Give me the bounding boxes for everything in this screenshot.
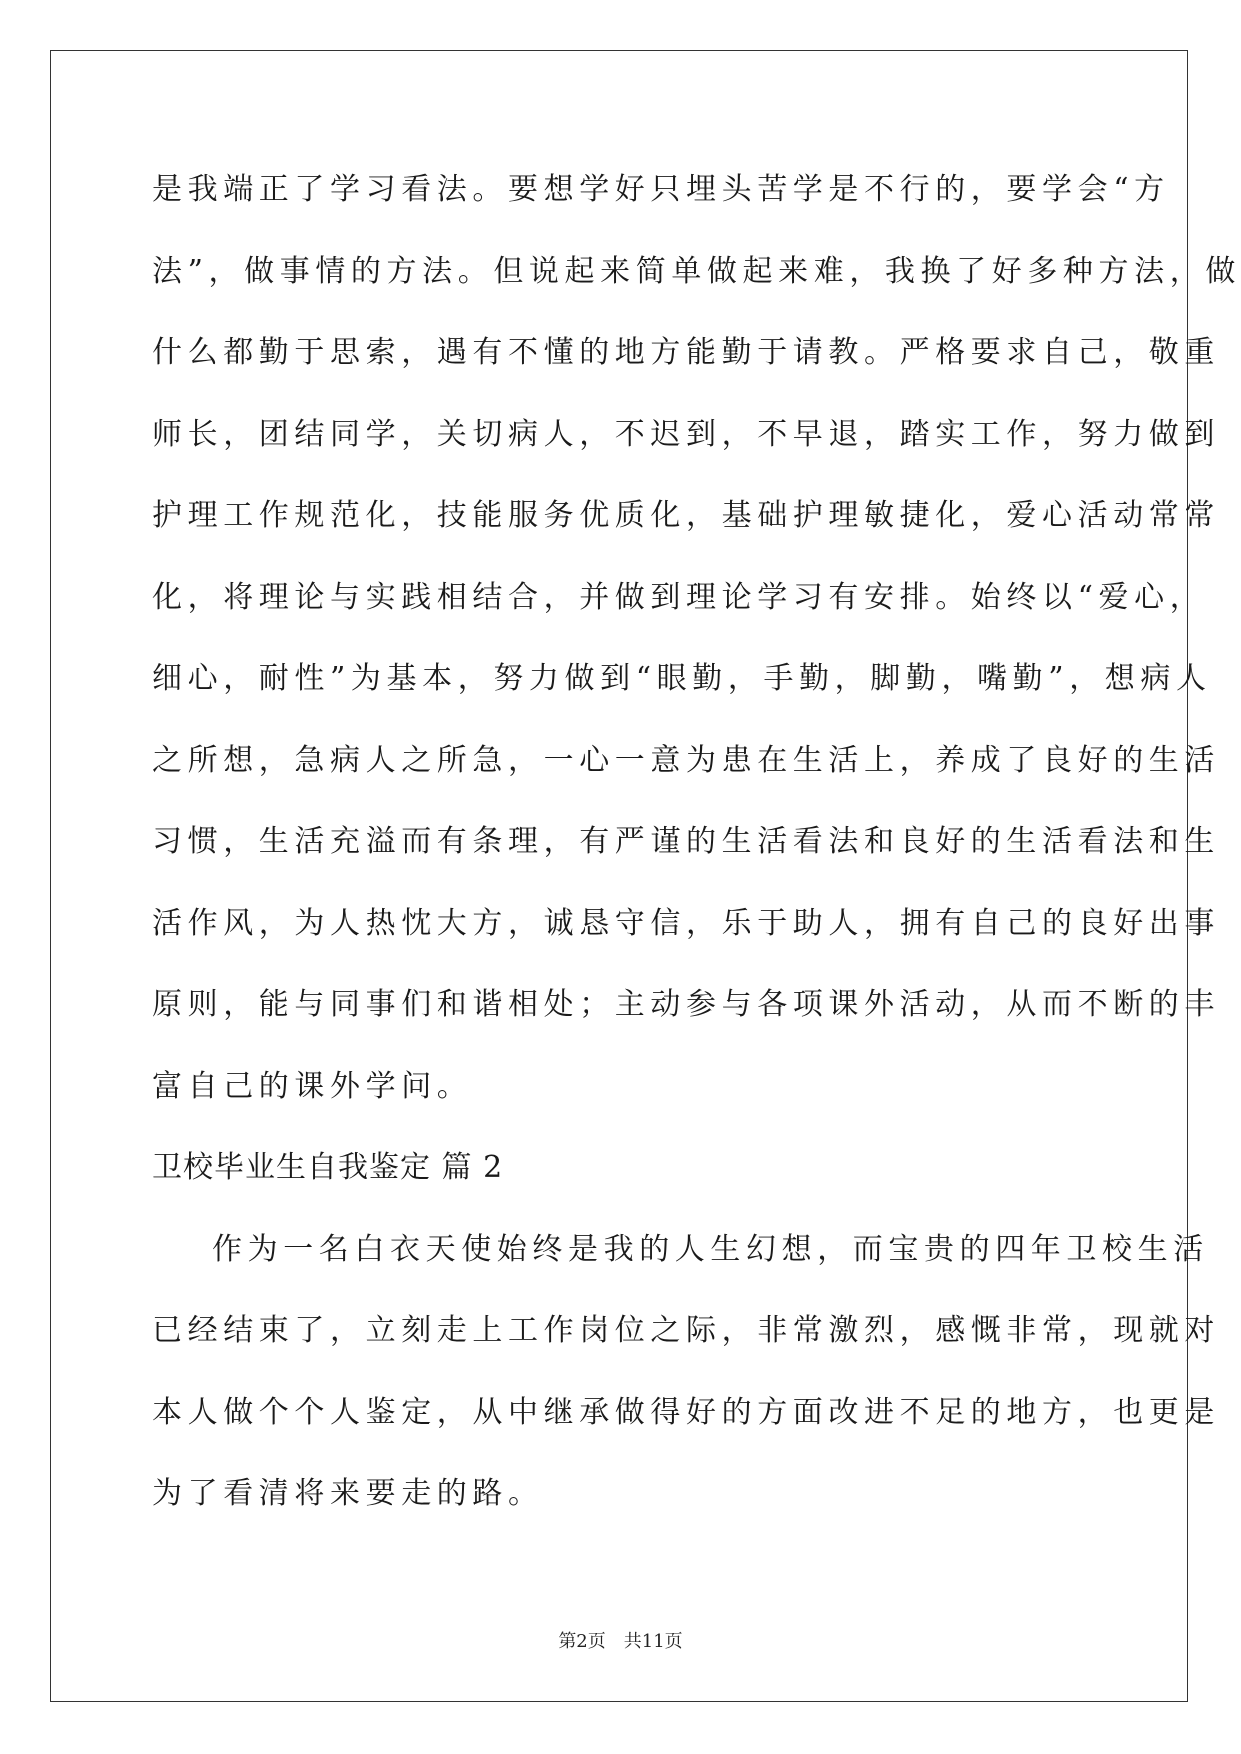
paragraph-1 [152,160,1241,1138]
text-line: 是我端正了学习看法。要想学好只埋头苦学是不行的，要学会“方 [152,172,1170,207]
text-line: 化，将理论与实践相结合，并做到理论学习有安排。始终以“爱心， [152,579,1206,615]
text-line: 作为一名白衣天使始终是我的人生幻想，而宝贵的四年卫校生活 [212,1231,1209,1267]
text-line: 富自己的课外学问。 [152,1068,473,1104]
text-line: 师长，团结同学，关切病人，不迟到，不早退，踏实工作，努力做到 [152,416,1220,452]
text-line: 法”，做事情的方法。但说起来简单做起来难，我换了好多种方法，做 [152,253,1241,289]
text-line: 已经结束了，立刻走上工作岗位之际，非常激烈，感慨非常，现就对 [152,1313,1220,1348]
text-line: 细心，耐性”为基本，努力做到“眼勤，手勤，脚勤，嘴勤”，想病人 [152,661,1212,696]
document-body [152,160,1241,1546]
text-line: 习惯，生活充溢而有条理，有严谨的生活看法和良好的生活看法和生 [152,824,1220,859]
text-line: 原则，能与同事们和谐相处；主动参与各项课外活动，从而不断的丰 [152,987,1220,1022]
text-line: 护理工作规范化，技能服务优质化，基础护理敏捷化，爱心活动常常 [152,498,1220,533]
section-heading: 卫校毕业生自我鉴定 篇 2 [152,1150,504,1185]
text-line: 为了看清将来要走的路。 [152,1476,544,1511]
paragraph-2 [152,1220,1220,1546]
text-line: 什么都勤于思索，遇有不懂的地方能勤于请教。严格要求自己，敬重 [152,335,1220,370]
page-number-footer: 第2页 共11页 [558,1631,683,1652]
text-line: 之所想，急病人之所急，一心一意为患在生活上，养成了良好的生活 [152,742,1220,778]
text-line: 本人做个个人鉴定，从中继承做得好的方面改进不足的地方，也更是 [152,1394,1220,1430]
text-line: 活作风，为人热忱大方，诚恳守信，乐于助人，拥有自己的良好出事 [152,905,1220,941]
